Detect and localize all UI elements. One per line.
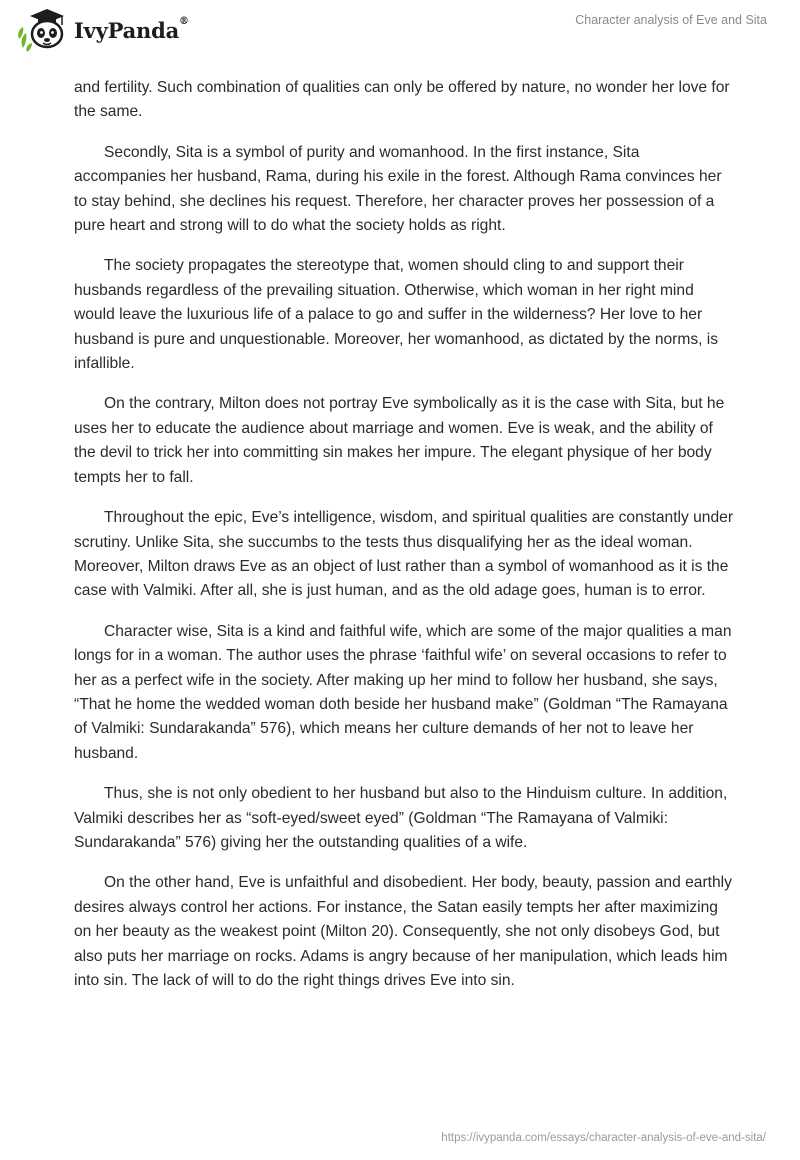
paragraph: Throughout the epic, Eve’s intelligence, wisdom, and spiritual qualities are constantly under scrutiny. Unlike Sita, she succumbs to the tests thus disqualifying her as the ideal woman. Moreover, Milton draws Eve as an object of lust rather than a symbol of womanhood as it is the case with Valmiki. After all, she is just human, and as the old adage goes, human is to error.: [74, 509, 734, 600]
paragraph: On the contrary, Milton does not portray Eve symbolically as it is the case with Sita, but he uses her to educate the audience about marriage and women. Eve is weak, and the ability of the devil to trick her into committing sin makes her impure. The elegant physique of her body tempts her to fall.: [74, 395, 725, 486]
paragraph: On the other hand, Eve is unfaithful and disobedient. Her body, beauty, passion and earthly desires always control her actions. For instance, the Satan easily tempts her after maximizing on her beauty as the weakest point (Milton 20). Consequently, she not only disobeys God, but also puts her marriage on rocks. Adams is angry because of her manipulation, which leads him into sin. The lack of will to do the right things drives Eve into sin.: [74, 874, 732, 989]
registered-mark: ®: [179, 15, 189, 27]
source-url[interactable]: https://ivypanda.com/essays/character-analysis-of-eve-and-sita/: [441, 1132, 766, 1144]
page-header: [0, 0, 800, 60]
essay-body: [74, 76, 734, 1009]
panda-graduate-logo-icon: [14, 6, 70, 54]
paragraph: The society propagates the stereotype that, women should cling to and support their husbands regardless of the prevailing situation. Otherwise, which woman in her right mind would leave the luxurious life of a palace to go and suffer in the wilderness? Her love to her husband is pure and unquestionable. Moreover, her womanhood, as dictated by the norms, is infallible.: [74, 257, 719, 373]
ivypanda-logo[interactable]: [14, 6, 189, 54]
paragraph: Character wise, Sita is a kind and faithful wife, which are some of the major qualities a man longs for in a woman. The author uses the phrase ‘faithful wife’ on several occasions to refer to her as a perfect wife in the society. After making up her mind to follow her husband, she says, “That he home the wedded woman doth beside her husband make” (Goldman “The Ramayana of Valmiki: Sundarakanda” 576), which means her culture demands of her not to leave her husband.: [74, 622, 732, 762]
paragraph: and fertility. Such combination of qualities can only be offered by nature, no wonder her love for the same.: [74, 79, 730, 121]
brand-name: IvyPanda®: [74, 15, 189, 43]
paragraph: Secondly, Sita is a symbol of purity and womanhood. In the first instance, Sita accompanies her husband, Rama, during his exile in the forest. Although Rama convinces her to stay behind, she declines his request. Therefore, her character proves her possession of a pure heart and strong will to do what the society holds as right.: [74, 143, 722, 235]
paragraph: Thus, she is not only obedient to her husband but also to the Hinduism culture. In addition, Valmiki describes her as “soft-eyed/sweet eyed” (Goldman “The Ramayana of Valmiki: Sundarakanda” 576) giving her the outstanding qualities of a wife.: [74, 785, 728, 851]
document-title: Character analysis of Eve and Sita: [575, 13, 767, 27]
